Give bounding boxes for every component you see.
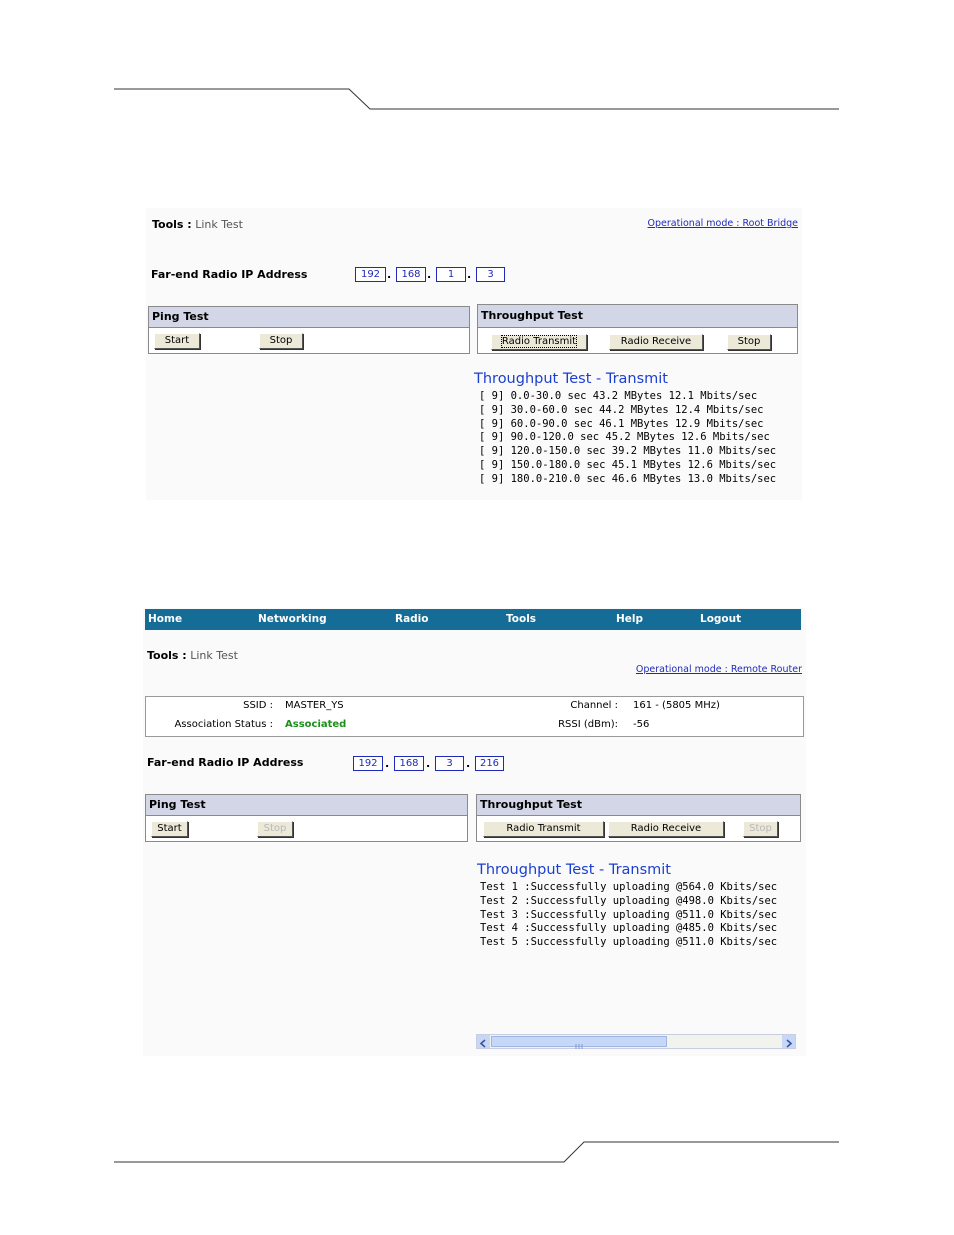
radio-transmit-button[interactable]: [491, 334, 587, 350]
ip-dot: .: [427, 268, 432, 281]
result-line: Test 1 :Successfully uploading @564.0 Kbits/sec: [480, 881, 778, 893]
result-line: [ 9] 60.0-90.0 sec 46.1 MBytes 12.9 Mbits/sec: [479, 417, 764, 430]
ping-stop-label: Stop: [269, 335, 293, 346]
ssid-label: SSID :: [243, 700, 273, 711]
result-heading: Throughput Test - Transmit: [474, 371, 668, 387]
result-line: [ 9] 0.0-30.0 sec 43.2 MBytes 12.1 Mbits/sec: [479, 390, 758, 402]
ip-label: Far-end Radio IP Address: [151, 268, 308, 281]
throughput-stop-button[interactable]: [743, 821, 778, 837]
nav-radio[interactable]: Radio: [395, 613, 429, 625]
ip-dot: .: [385, 757, 390, 770]
screenshot-root-bridge: [146, 208, 802, 500]
throughput-stop-label: Stop: [737, 336, 761, 347]
radio-receive-button[interactable]: [608, 821, 724, 837]
radio-transmit-label: Radio Transmit: [501, 336, 577, 347]
ip-dot: .: [387, 268, 392, 281]
ping-test-panel: [148, 306, 470, 354]
chevron-right-icon: [782, 1037, 795, 1050]
throughput-test-panel: [476, 794, 801, 842]
scroll-left-button[interactable]: [477, 1035, 490, 1048]
scroll-thumb[interactable]: [491, 1036, 667, 1047]
operational-mode-link[interactable]: Operational mode : Root Bridge: [647, 218, 798, 229]
ping-start-label: Start: [164, 335, 190, 346]
throughput-test-title: Throughput Test: [477, 795, 800, 816]
radio-transmit-label: Radio Transmit: [506, 823, 581, 834]
association-label: Association Status :: [174, 719, 273, 730]
rssi-label: RSSI (dBm):: [558, 719, 618, 730]
result-line: [ 9] 90.0-120.0 sec 45.2 MBytes 12.6 Mbits/sec: [479, 431, 770, 444]
radio-receive-label: Radio Receive: [620, 336, 692, 347]
screenshot-remote-router: [143, 608, 806, 1056]
ip-octet-2[interactable]: 168: [394, 756, 424, 771]
ip-octet-1[interactable]: 192: [353, 756, 383, 771]
ip-octet-1[interactable]: 192: [355, 267, 386, 282]
ip-dot: .: [467, 268, 472, 281]
ping-test-panel: [145, 794, 468, 842]
result-list: [480, 881, 777, 950]
nav-bar: [145, 609, 801, 630]
ip-octet-3[interactable]: 1: [436, 267, 466, 282]
ping-start-label: Start: [157, 823, 182, 834]
ip-octet-4[interactable]: 3: [476, 267, 505, 282]
result-line: [ 9] 120.0-150.0 sec 39.2 MBytes 11.0 Mbits/sec: [479, 445, 777, 458]
ping-test-title: Ping Test: [146, 795, 467, 816]
ip-dot: .: [466, 757, 471, 770]
result-line: [ 9] 30.0-60.0 sec 44.2 MBytes 12.4 Mbits/sec: [479, 403, 764, 416]
throughput-stop-label: Stop: [749, 823, 772, 834]
footer-rule: [114, 1142, 839, 1162]
ip-octet-2[interactable]: 168: [396, 267, 426, 282]
chevron-left-icon: [477, 1037, 490, 1050]
rssi-value: -56: [633, 719, 650, 730]
breadcrumb-page: Link Test: [195, 218, 243, 231]
breadcrumb-page: Link Test: [190, 649, 238, 662]
ip-label: Far-end Radio IP Address: [147, 756, 304, 769]
header-rule: [114, 89, 839, 109]
ip-dot: .: [426, 757, 431, 770]
nav-tools[interactable]: Tools: [506, 613, 537, 625]
throughput-test-title: Throughput Test: [478, 305, 797, 328]
ssid-value: MASTER_YS: [285, 700, 344, 711]
association-status-box: [145, 696, 804, 737]
throughput-stop-button[interactable]: [727, 334, 771, 350]
result-heading: Throughput Test - Transmit: [477, 862, 671, 878]
scroll-right-button[interactable]: [782, 1035, 795, 1048]
ping-stop-label: Stop: [263, 823, 287, 834]
result-line: [ 9] 150.0-180.0 sec 45.1 MBytes 12.6 Mbits/sec: [479, 458, 777, 471]
nav-home[interactable]: Home: [148, 613, 183, 625]
ip-octet-3[interactable]: 3: [435, 756, 464, 771]
result-line: Test 5 :Successfully uploading @511.0 Kbits/sec: [480, 936, 778, 949]
radio-receive-button[interactable]: [609, 334, 703, 350]
ping-test-title: Ping Test: [149, 307, 469, 328]
radio-receive-label: Radio Receive: [630, 823, 702, 834]
nav-help[interactable]: Help: [616, 613, 644, 625]
grip-icon: [492, 1041, 668, 1052]
radio-transmit-button[interactable]: [483, 821, 604, 837]
result-line: Test 3 :Successfully uploading @511.0 Kbits/sec: [480, 908, 778, 921]
nav-networking[interactable]: Networking: [258, 613, 327, 625]
ping-stop-button[interactable]: [259, 333, 303, 349]
result-line: Test 4 :Successfully uploading @485.0 Kbits/sec: [480, 922, 778, 935]
association-value: Associated: [285, 719, 347, 730]
breadcrumb-section: Tools :: [152, 218, 192, 231]
result-line: [ 9] 180.0-210.0 sec 46.6 MBytes 13.0 Mbits/sec: [479, 472, 777, 485]
horizontal-scrollbar[interactable]: [476, 1034, 796, 1049]
ping-start-button[interactable]: [154, 333, 200, 349]
channel-value: 161 - (5805 MHz): [633, 700, 720, 711]
breadcrumb: [152, 218, 243, 231]
channel-label: Channel :: [570, 700, 618, 711]
nav-logout[interactable]: Logout: [700, 613, 742, 625]
ping-start-button[interactable]: [151, 821, 188, 837]
result-line: Test 2 :Successfully uploading @498.0 Kbits/sec: [480, 894, 778, 907]
throughput-test-panel: [477, 304, 798, 354]
result-list: [479, 390, 776, 487]
operational-mode-link[interactable]: Operational mode : Remote Router: [635, 664, 802, 675]
breadcrumb-section: Tools :: [147, 649, 187, 662]
breadcrumb: [147, 649, 238, 662]
ip-octet-4[interactable]: 216: [475, 756, 504, 771]
ping-stop-button[interactable]: [257, 821, 293, 837]
